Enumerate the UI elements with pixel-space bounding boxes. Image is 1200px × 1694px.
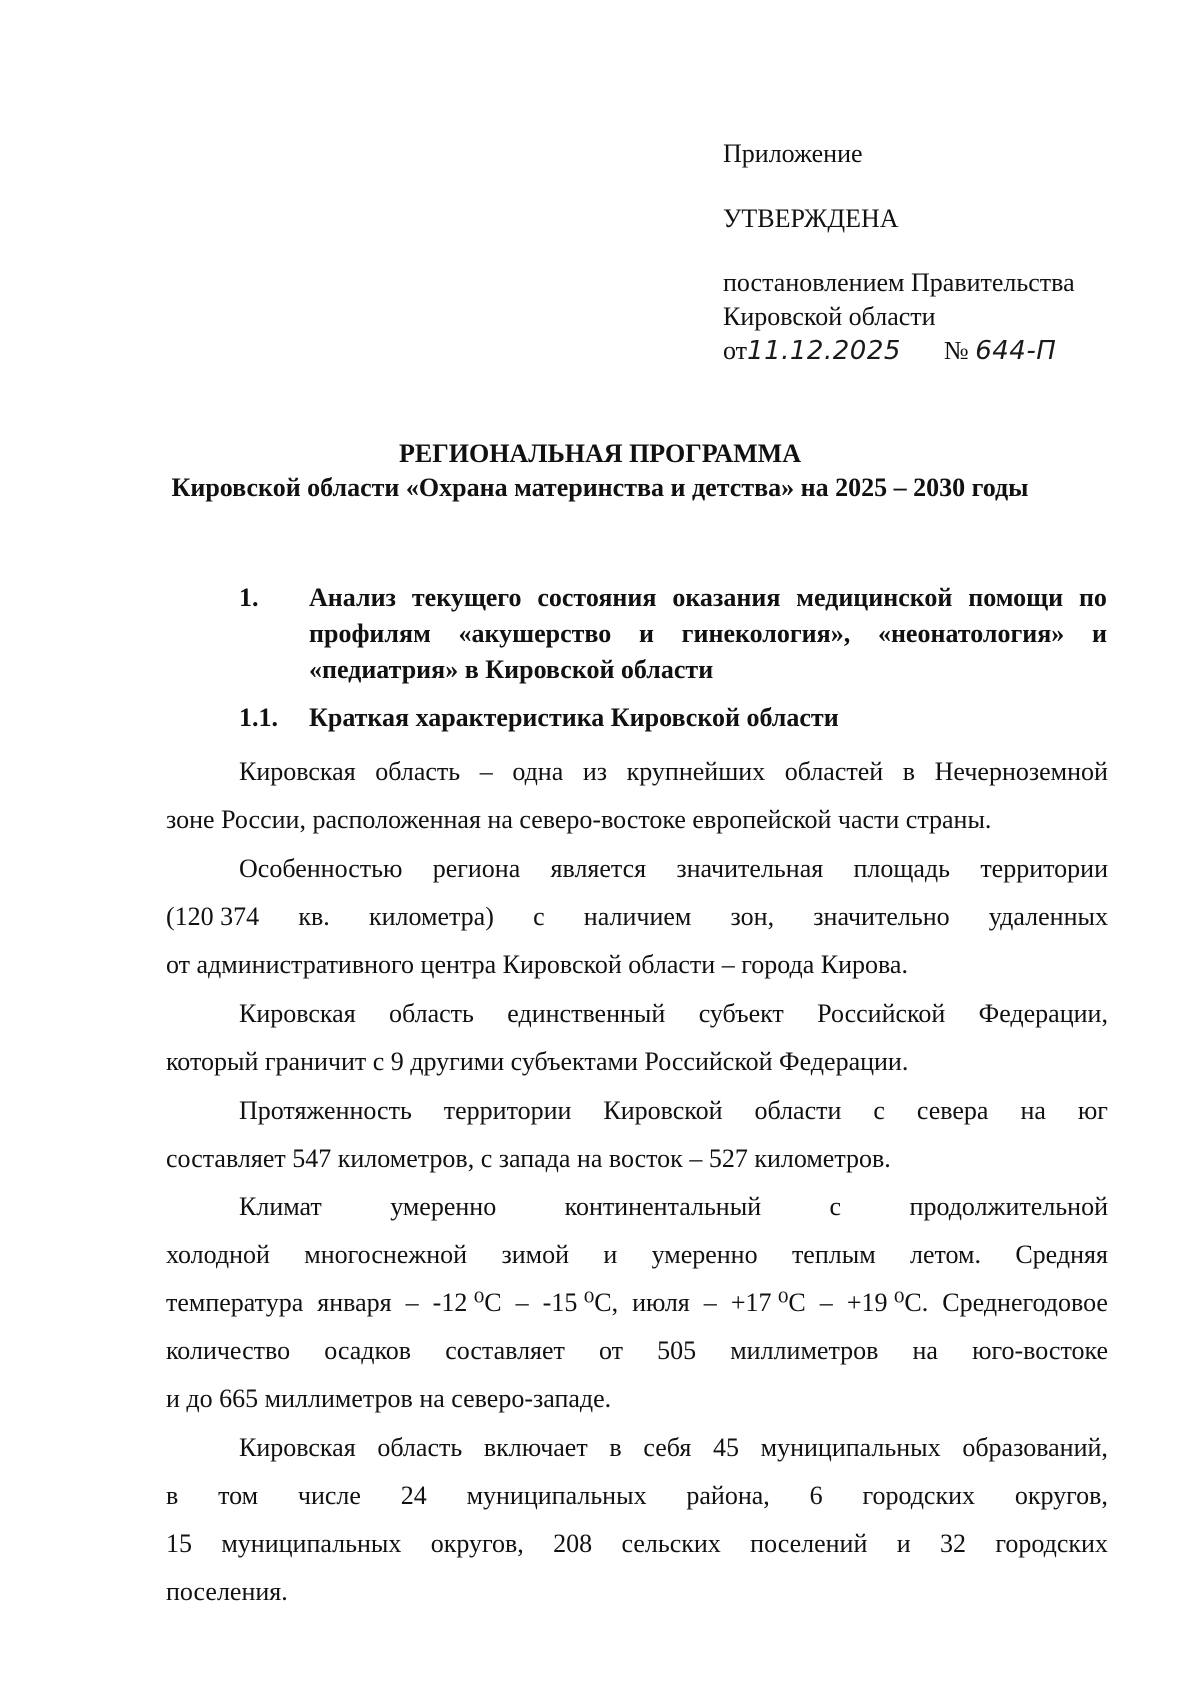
word: с	[533, 902, 545, 931]
word: 6	[809, 1481, 823, 1510]
word: –	[703, 1288, 717, 1317]
handwritten-number: 644-П	[975, 336, 1057, 366]
word: составляет	[445, 1336, 565, 1365]
word: Среднегодовое	[942, 1288, 1108, 1317]
word: континентальный	[564, 1192, 762, 1221]
word: и	[1092, 619, 1107, 648]
word: область	[375, 757, 461, 786]
section-1-1-heading	[239, 701, 1107, 737]
paragraph-line: и до 665 миллиметров на северо-западе.	[166, 1384, 612, 1413]
word: субъект	[698, 999, 784, 1028]
word: муниципальных	[466, 1481, 647, 1510]
paragraph-line	[166, 990, 1108, 1038]
word: области	[754, 1096, 842, 1125]
word: числе	[297, 1481, 361, 1510]
word: Средняя	[1015, 1240, 1108, 1269]
word: –	[819, 1288, 833, 1317]
word: километра)	[368, 902, 494, 931]
word: площадь	[853, 854, 951, 883]
paragraph-line	[166, 1327, 1108, 1375]
paragraph-4	[166, 1087, 1108, 1183]
word: продолжительной	[909, 1192, 1108, 1221]
paragraph-line	[166, 845, 1108, 893]
word: наличием	[583, 902, 692, 931]
word: единственный	[507, 999, 666, 1028]
section-1-heading	[239, 581, 1107, 691]
word: «акушерство	[458, 619, 612, 648]
word: область	[389, 999, 474, 1028]
word: Кировская	[239, 999, 356, 1028]
word: 505	[657, 1336, 697, 1365]
word: и	[603, 1240, 618, 1269]
word: крупнейших	[626, 757, 766, 786]
word: Протяженность	[239, 1096, 412, 1125]
word: удаленных	[988, 902, 1108, 931]
decree-line-2: Кировской области	[723, 302, 936, 331]
word: района,	[686, 1481, 770, 1510]
section-1-1-title: Краткая характеристика Кировской области	[309, 703, 839, 732]
word: территории	[443, 1096, 572, 1125]
paragraph-line	[166, 893, 1108, 941]
word: зимой	[501, 1240, 569, 1269]
word: Российской	[817, 999, 946, 1028]
paragraph-3	[166, 990, 1108, 1086]
word: +19 ⁰С.	[846, 1288, 929, 1317]
word: 208	[553, 1529, 593, 1558]
word: городских	[862, 1481, 976, 1510]
word: поселений	[750, 1529, 868, 1558]
word: область	[377, 1433, 463, 1462]
paragraph-6	[166, 1424, 1108, 1616]
word: Анализ	[309, 583, 397, 612]
paragraph-line: поселения.	[166, 1577, 288, 1606]
number-prefix: №	[943, 336, 969, 365]
paragraph-line	[166, 1520, 1108, 1568]
word: и	[638, 619, 654, 648]
word: том	[218, 1481, 259, 1510]
section-1-1-number: 1.1.	[239, 703, 278, 732]
word: от	[599, 1336, 624, 1365]
word: на	[912, 1336, 938, 1365]
decree-line-1: постановлением Правительства	[723, 268, 1075, 297]
word: кв.	[298, 902, 330, 931]
word: округов,	[1014, 1481, 1108, 1510]
word: «неонатология»	[877, 619, 1065, 648]
paragraph-line	[166, 1472, 1108, 1520]
word: –	[479, 757, 493, 786]
paragraph-line	[166, 1279, 1108, 1327]
word: и	[896, 1529, 911, 1558]
word: Нечерноземной	[934, 757, 1108, 786]
word: летом.	[909, 1240, 981, 1269]
word: количество	[166, 1336, 291, 1365]
word: образований,	[962, 1433, 1108, 1462]
decree-date-line	[723, 334, 1056, 368]
word: в	[902, 757, 916, 786]
word: территории	[980, 854, 1108, 883]
word: умеренно	[651, 1240, 758, 1269]
word: –	[515, 1288, 529, 1317]
word: юг	[1077, 1096, 1108, 1125]
word: городских	[995, 1529, 1108, 1558]
paragraph-line: зоне России, расположенная на северо-востоке европейской части страны.	[166, 805, 992, 834]
paragraph-line	[166, 1183, 1108, 1231]
paragraph-5	[166, 1183, 1108, 1423]
word: региона	[432, 854, 521, 883]
word: областей	[784, 757, 884, 786]
word: гинекология»,	[681, 619, 851, 648]
word: Особенностью	[239, 854, 403, 883]
word: –	[405, 1288, 419, 1317]
word: теплым	[791, 1240, 876, 1269]
word: муниципальных	[760, 1433, 941, 1462]
word: 15	[166, 1529, 192, 1558]
word: -12 ⁰С	[432, 1288, 502, 1317]
date-prefix: от	[723, 336, 748, 365]
approved-label: УТВЕРЖДЕНА	[723, 204, 899, 233]
word: из	[582, 757, 608, 786]
word: зон,	[730, 902, 775, 931]
word: Кировской	[603, 1096, 723, 1125]
word: значительно	[813, 902, 950, 931]
word: одна	[512, 757, 564, 786]
section-1-number: 1.	[239, 583, 259, 612]
word: с	[873, 1096, 885, 1125]
word: 32	[939, 1529, 966, 1558]
paragraph-line	[166, 1231, 1108, 1279]
word: в	[166, 1481, 179, 1510]
word: с	[829, 1192, 842, 1221]
section-1-title-line-1	[309, 581, 1107, 617]
word: в	[609, 1433, 622, 1462]
word: себя	[643, 1433, 692, 1462]
word: профилям	[309, 619, 431, 648]
paragraph-line: составляет 547 километров, с запада на восток – 527 километров.	[166, 1144, 891, 1173]
word: текущего	[411, 583, 522, 612]
word: июля	[632, 1288, 690, 1317]
word: медицинской	[796, 583, 953, 612]
word: (120 374	[166, 902, 260, 931]
word: оказания	[672, 583, 781, 612]
paragraph-line: от административного центра Кировской области – города Кирова.	[166, 950, 908, 979]
word: муниципальных	[221, 1529, 402, 1558]
paragraph-2	[166, 845, 1108, 989]
word: температура	[166, 1288, 304, 1317]
section-1-title-line-2	[309, 617, 1107, 653]
section-1-title	[309, 581, 1107, 689]
word: Федерации,	[978, 999, 1108, 1028]
word: многоснежной	[304, 1240, 468, 1269]
paragraph-line	[166, 1087, 1108, 1135]
word: округов,	[430, 1529, 524, 1558]
word: состояния	[537, 583, 657, 612]
word: Климат	[239, 1192, 322, 1221]
word: на	[1020, 1096, 1046, 1125]
word: 24	[400, 1481, 427, 1510]
word: Кировская	[239, 1433, 356, 1462]
word: января	[317, 1288, 392, 1317]
section-1-title-line-3: «педиатрия» в Кировской области	[309, 655, 714, 684]
word: значительная	[676, 854, 824, 883]
word: является	[550, 854, 647, 883]
paragraph-line	[166, 748, 1108, 796]
word: севера	[916, 1096, 989, 1125]
program-title: РЕГИОНАЛЬНАЯ ПРОГРАММА	[399, 439, 801, 468]
word: включает	[483, 1433, 588, 1462]
paragraph-line: который граничит с 9 другими субъектами Российской Федерации.	[166, 1047, 909, 1076]
word: -15 ⁰С,	[542, 1288, 619, 1317]
word: +17 ⁰С	[730, 1288, 806, 1317]
word: осадков	[324, 1336, 412, 1365]
word: Кировская	[239, 757, 356, 786]
appendix-label: Приложение	[723, 139, 863, 168]
word: юго-востоке	[972, 1336, 1108, 1365]
word: по	[1078, 583, 1107, 612]
paragraph-1	[166, 748, 1108, 844]
word: умеренно	[390, 1192, 497, 1221]
program-subtitle: Кировской области «Охрана материнства и детства» на 2025 – 2030 годы	[171, 473, 1029, 502]
handwritten-date: 11.12.2025	[747, 336, 901, 366]
word: холодной	[166, 1240, 270, 1269]
word: помощи	[968, 583, 1064, 612]
paragraph-line	[166, 1424, 1108, 1472]
word: миллиметров	[730, 1336, 879, 1365]
word: 45	[712, 1433, 739, 1462]
word: сельских	[621, 1529, 721, 1558]
